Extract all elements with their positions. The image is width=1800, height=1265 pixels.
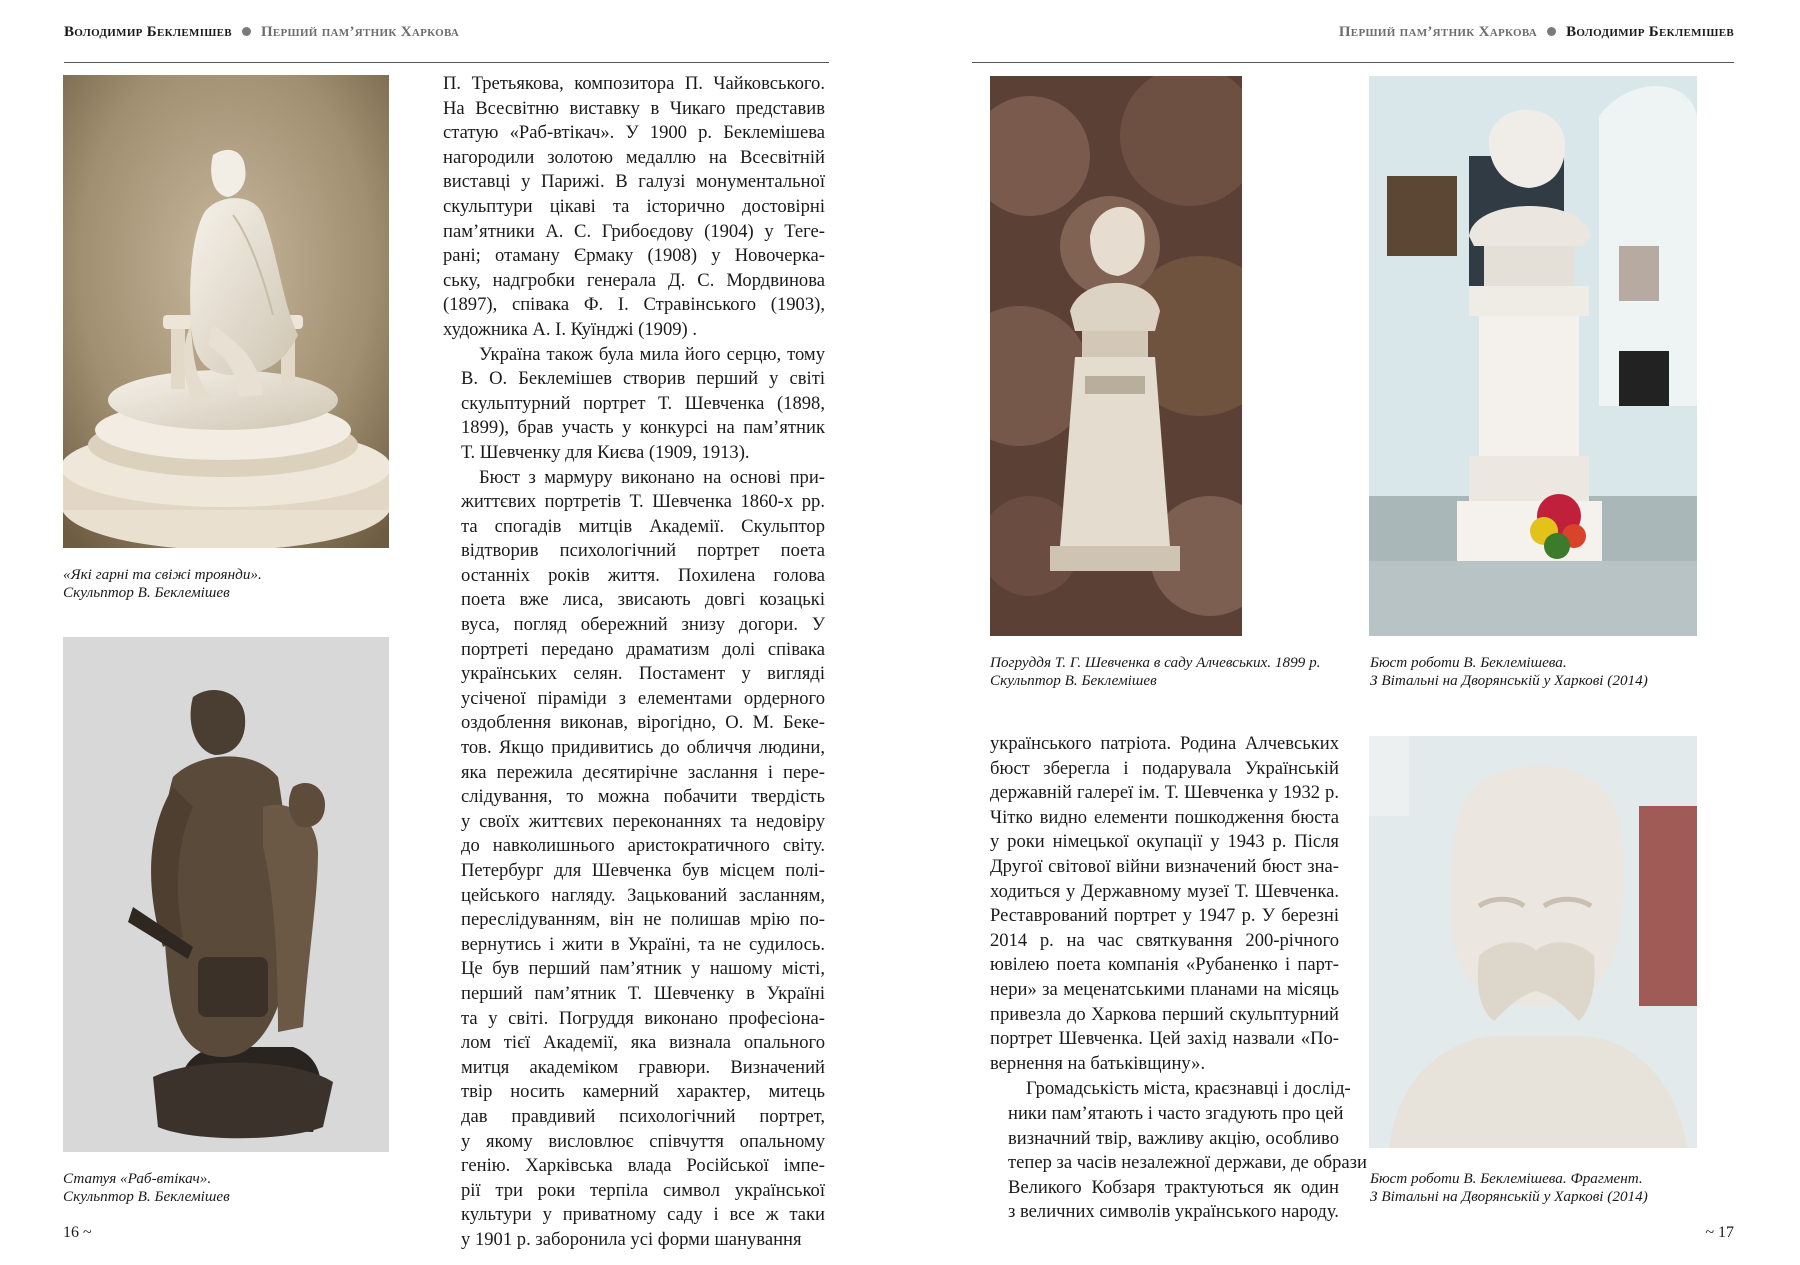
text-line: На Всесвітню виставку в Чикаго представив xyxy=(443,97,825,119)
text-line: оздоблення виконав, вірогідно, О. М. Беке- xyxy=(461,712,825,734)
paragraph xyxy=(443,466,825,1253)
text-line: митця академіком гравюри. Визначений xyxy=(461,1056,825,1078)
caption-figure-2 xyxy=(63,1170,230,1206)
header-rule xyxy=(64,62,829,63)
right-text-column xyxy=(990,732,1367,1225)
right-page xyxy=(890,0,1800,1265)
text-line: Це був перший пам’ятник у нашому місті, xyxy=(461,958,825,980)
bust-closeup-illustration xyxy=(1369,736,1697,1148)
text-line: Другої світової війни визначений бюст зна- xyxy=(990,855,1339,877)
caption-figure-5 xyxy=(1370,1170,1648,1206)
header-author: Володимир Беклемішев xyxy=(64,24,232,40)
right-running-header xyxy=(1339,24,1734,41)
text-line: у 1901 р. заборонила усі форми шанування xyxy=(461,1228,802,1250)
text-line: (1897), співака Ф. І. Стравінського (1903), xyxy=(443,294,825,316)
text-line: ники пам’ятають і часто згадують про цей xyxy=(1008,1102,1344,1124)
paragraph xyxy=(443,72,825,343)
bullet-separator xyxy=(1547,27,1556,36)
text-line: пам’ятники А. С. Грибоєдову (1904) у Теге- xyxy=(443,220,825,242)
caption-line: «Які гарні та свіжі троянди». xyxy=(63,566,262,583)
caption-line: Скульптор В. Беклемішев xyxy=(63,584,230,601)
text-line: П. Третьякова, композитора П. Чайковського. xyxy=(443,73,825,94)
paragraph xyxy=(990,1077,1367,1225)
text-line: та спогадів митців Академії. Скульптор xyxy=(461,515,825,537)
caption-line: З Вітальні на Дворянській у Харкові (2014) xyxy=(1370,1188,1648,1205)
text-line: Бюст з мармуру виконано на основі при- xyxy=(479,466,825,488)
text-line: останніх років життя. Похилена голова xyxy=(461,564,825,586)
text-line: до навколишнього аристократичного світу. xyxy=(461,835,825,857)
caption-line: Скульптор В. Беклемішев xyxy=(990,672,1157,689)
caption-figure-4 xyxy=(1370,654,1648,690)
text-line: культури у приватному саду і все ж таки xyxy=(461,1204,825,1226)
page-number: 16 ~ xyxy=(63,1224,92,1241)
header-title: Перший пам’ятник Харкова xyxy=(1338,24,1538,40)
text-line: переслідуванням, він не полишав мрію по- xyxy=(461,909,825,931)
paragraph xyxy=(443,343,825,466)
text-line: нагородили золотою медаллю на Всесвітній xyxy=(443,146,825,168)
text-line: українського патріота. Родина Алчевських xyxy=(990,733,1339,754)
text-line: у своїх життєвих переконаннях та недовіру xyxy=(461,810,825,832)
text-line: цейського нагляду. Зацькований засланням, xyxy=(461,884,825,906)
photo-marble-girl-statue xyxy=(63,75,389,548)
text-line: генію. Харківська влада Російської імпе- xyxy=(461,1155,825,1177)
text-line: лом тієї Академії, яка визнала опального xyxy=(461,1032,825,1054)
text-line: вуса, погляд обережний знизу догори. У xyxy=(461,614,825,636)
text-line: Україна також була мила його серцю, тому xyxy=(479,343,825,365)
text-line: статую «Раб-втікач». У 1900 р. Беклемішева xyxy=(443,122,825,144)
caption-figure-3 xyxy=(990,654,1320,690)
text-line: художника А. І. Куїнджі (1909) . xyxy=(443,318,698,340)
text-line: перший пам’ятник Т. Шевченку в Україні xyxy=(461,982,825,1004)
text-line: ську, надгробки генерала Д. С. Мордвинова xyxy=(443,269,825,291)
text-line: Реставрований портрет у 1947 р. У березні xyxy=(990,905,1339,927)
text-line: ювілею поета компанія «Рубаненко і парт- xyxy=(990,954,1339,976)
text-line: портрет Шевченка. Цей захід назвали «По- xyxy=(990,1028,1339,1050)
photo-bust-in-hall xyxy=(1369,76,1697,636)
text-line: тов. Якщо придивитись до обличчя людини, xyxy=(461,737,825,759)
text-line: привезла до Харкова перший скульптурний xyxy=(990,1003,1339,1025)
text-line: вернення на батьківщину». xyxy=(990,1052,1206,1074)
text-line: 2014 р. на час святкування 200-річного xyxy=(990,929,1339,951)
text-line: тепер за часів незалежної держави, де образи xyxy=(1008,1152,1367,1174)
text-line: усіченої піраміди з елементами ордерного xyxy=(461,687,825,709)
caption-line: Погруддя Т. Г. Шевченка в саду Алчевських. 1899 р. xyxy=(990,654,1321,671)
text-line: ходиться у Державному музеї Т. Шевченка. xyxy=(990,880,1339,902)
text-line: у якому висловлює співчуття опальному xyxy=(461,1130,825,1152)
text-line: українських селян. Постамент у вигляді xyxy=(461,663,825,685)
text-line: Чітко видно елементи пошкодження бюста xyxy=(990,806,1339,828)
caption-line: Бюст роботи В. Беклемішева. Фрагмент. xyxy=(1370,1170,1643,1187)
text-line: 1899), брав участь у конкурсі на пам’ятник xyxy=(461,417,825,439)
text-line: державній галереї ім. Т. Шевченка у 1932 р. xyxy=(990,782,1339,804)
text-line: відтворив психологічний портрет поета xyxy=(461,540,825,562)
text-line: рані; отаману Єрмаку (1908) у Новочерка- xyxy=(443,245,825,267)
caption-figure-1 xyxy=(63,566,262,602)
text-line: нери» за меценатськими планами на місяць xyxy=(990,978,1339,1000)
text-line: Великого Кобзаря трактуються як один xyxy=(1008,1176,1339,1198)
page-number: ~ 17 xyxy=(1705,1224,1734,1241)
text-line: з величних символів українського народу. xyxy=(1008,1201,1339,1223)
text-line: Т. Шевченку для Києва (1909, 1913). xyxy=(461,441,750,463)
bullet-separator xyxy=(242,27,251,36)
left-text-column xyxy=(443,72,825,1253)
photo-bust-in-garden xyxy=(990,76,1242,636)
caption-line: Бюст роботи В. Беклемішева. xyxy=(1370,654,1567,671)
text-line: портреті передано драматизм долі співака xyxy=(461,638,825,660)
text-line: дав правдивий психологічний портрет, xyxy=(461,1105,825,1127)
text-line: яка пережила десятирічне заслання і пере- xyxy=(461,761,825,783)
photo-bust-closeup xyxy=(1369,736,1697,1148)
text-line: Петербург для Шевченка був місцем полі- xyxy=(461,860,825,881)
marble-girl-illustration xyxy=(63,75,389,548)
text-line: виставці у Парижі. В галузі монументальної xyxy=(443,171,825,193)
text-line: Громадськість міста, краєзнавці і дослід- xyxy=(1026,1078,1351,1100)
text-line: вернутись і жити в Україні, та не судилось. xyxy=(461,933,825,955)
text-line: поета вже лиса, звисають довгі козацькі xyxy=(461,589,825,611)
text-line: визначний твір, важливу акцію, особливо xyxy=(1008,1127,1339,1149)
text-line: у роки німецької окупації у 1943 р. Після xyxy=(990,831,1339,853)
caption-line: З Вітальні на Дворянській у Харкові (2014) xyxy=(1370,672,1648,689)
header-rule xyxy=(972,62,1734,63)
left-page xyxy=(0,0,890,1265)
text-line: бюст зберегла і подарувала Українській xyxy=(990,757,1339,779)
text-line: та у світі. Погруддя виконано професіона- xyxy=(461,1007,825,1029)
text-line: твір носить камерний характер, митець xyxy=(461,1081,825,1103)
text-line: рії три роки терпіла символ української xyxy=(461,1179,825,1201)
bronze-statue-illustration xyxy=(63,637,389,1152)
header-title: Перший пам’ятник Харкова xyxy=(260,24,460,40)
header-author: Володимир Беклемішев xyxy=(1566,24,1734,40)
caption-line: Скульптор В. Беклемішев xyxy=(63,1188,230,1205)
left-running-header xyxy=(64,24,459,41)
text-line: В. О. Беклемішев створив перший у світі xyxy=(461,368,825,390)
garden-bust-illustration xyxy=(990,76,1242,636)
paragraph xyxy=(990,732,1339,1076)
text-line: скульптурний портрет Т. Шевченка (1898, xyxy=(461,392,825,414)
text-line: життєвих портретів Т. Шевченка 1860-х рр. xyxy=(461,491,825,513)
photo-runaway-slave-statue xyxy=(63,637,389,1152)
hall-bust-illustration xyxy=(1369,76,1697,636)
text-line: слідування, то можна побачити твердість xyxy=(461,786,825,808)
caption-line: Статуя «Раб-втікач». xyxy=(63,1170,212,1187)
text-line: скульптури цікаві та історично достовірні xyxy=(443,195,825,217)
